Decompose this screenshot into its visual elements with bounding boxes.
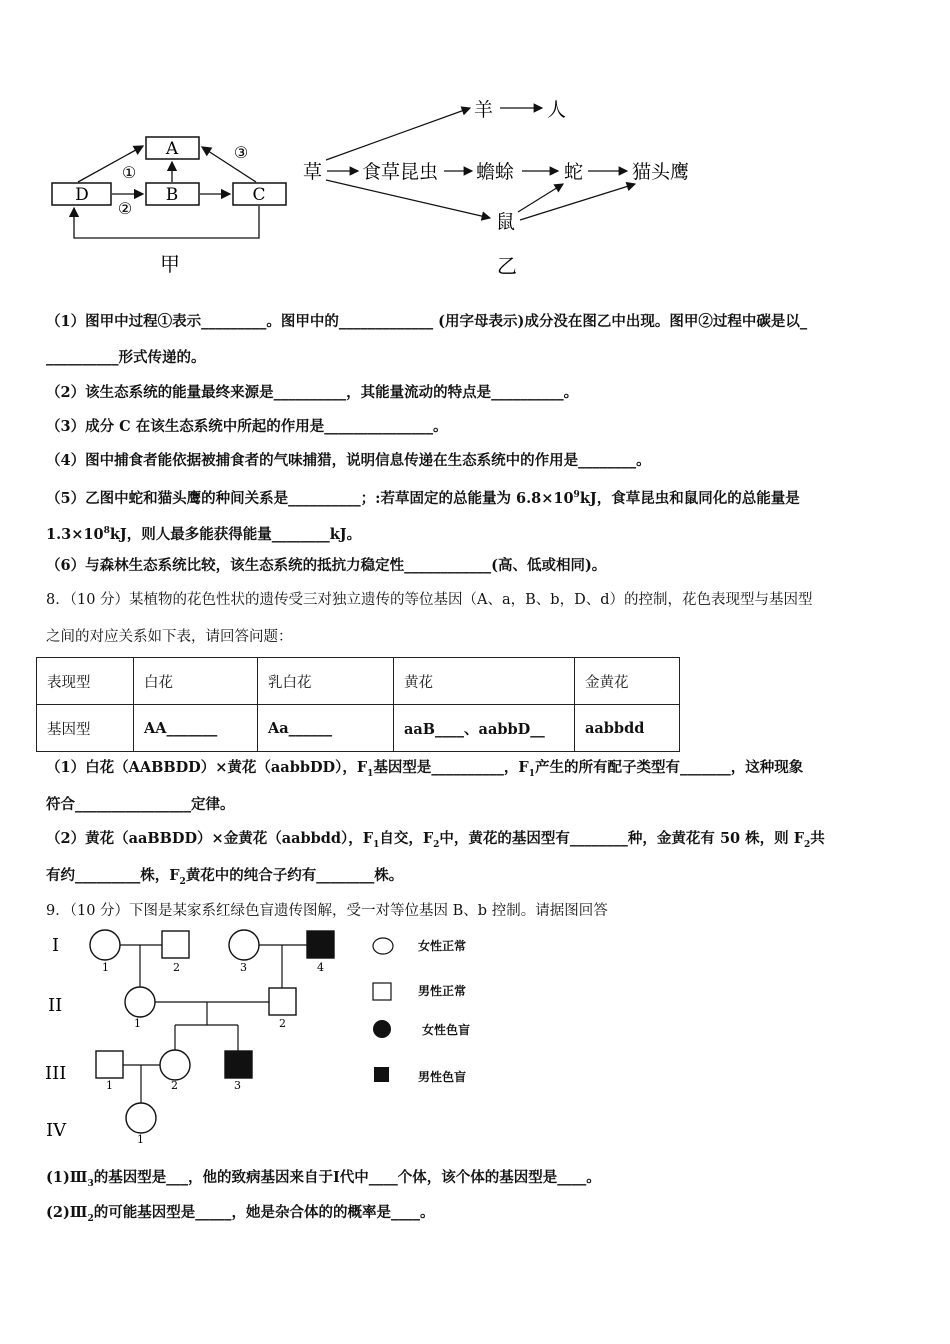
individual-i3-female-normal [229, 930, 259, 960]
q7-line-6-b: kJ，食草昆虫和鼠同化的总能量是 [579, 489, 800, 507]
caption-jia: 甲 [160, 252, 180, 276]
node-toad: 蟾蜍 [476, 161, 515, 183]
individual-i2-male-normal [162, 931, 189, 958]
q7-line-8: （6）与森林生态系统比较，该生态系统的抵抗力稳定性____________(高、低或相同)。 [46, 557, 607, 574]
q7-line-5: （4）图中捕食者能依据被捕食者的气味捕猎，说明信息传递在生态系统中的作用是________。 [46, 452, 651, 469]
q7-line-7-sup: 8 [103, 526, 110, 536]
individual-i1-female-normal [90, 930, 120, 960]
arrow-mouse-owl [520, 184, 635, 220]
q8-p2-sub3: 2 [804, 839, 811, 850]
q8-p1-c: 产生的所有配子类型有_______，这种现象 [535, 759, 804, 776]
gen-label-i: I [52, 935, 60, 956]
legend-female-colorblind: 女性色盲 [422, 1023, 471, 1037]
gen-label-ii: II [48, 995, 63, 1016]
individual-i4-male-colorblind [307, 931, 334, 958]
node-d-label: D [75, 185, 89, 205]
id-ii1: 1 [134, 1017, 141, 1030]
table-cell: aaB____、aabbD__ [394, 705, 575, 752]
q7-line-7 [46, 521, 906, 545]
q8-intro-2-text: 之间的对应关系如下表，请回答问题： [46, 629, 293, 645]
q8-p1-sub1: 1 [367, 768, 374, 779]
gen-label-iii: III [45, 1063, 67, 1084]
q8-p2-sub2: 2 [433, 839, 440, 850]
node-human: 人 [547, 99, 567, 121]
q9-p1-sub: 3 [87, 1178, 94, 1189]
node-insect: 食草昆虫 [362, 161, 439, 183]
table-cell: AA_______ [134, 705, 258, 752]
q8-intro-1 [46, 590, 906, 610]
table-cell: 黄花 [394, 658, 575, 705]
id-i4: 4 [317, 961, 324, 974]
q8-p2-a: （2）黄花（aaBBDD）×金黄花（aabbdd），F [46, 830, 374, 847]
q7-line-7-b: kJ，则人最多能获得能量________kJ。 [109, 525, 362, 543]
table-cell: aabbdd [575, 705, 680, 752]
q8-p1-sub2: 1 [528, 768, 535, 779]
marker-1: ① [121, 163, 137, 182]
marker-2: ② [117, 199, 133, 218]
table-row [37, 705, 680, 752]
node-snake: 蛇 [564, 161, 584, 183]
id-i2: 2 [173, 961, 180, 974]
legend-female-colorblind-icon [373, 1020, 391, 1038]
table-cell: 白花 [134, 658, 258, 705]
table-cell: 乳白花 [258, 658, 394, 705]
table-cell: 金黄花 [575, 658, 680, 705]
q8-intro-2 [46, 627, 906, 647]
q7-line-4: （3）成分 C 在该生态系统中所起的作用是_______________。 [46, 418, 448, 435]
q8-p2-sub4: 2 [179, 876, 186, 887]
individual-iv1-female-normal [126, 1103, 156, 1133]
q7-line-1: （1）图甲中过程①表示_________。图甲中的_____________ (用字母表示)成分没在图乙中出现。图甲②过程中碳是以_ [46, 313, 808, 330]
q9-p2-b: 的可能基因型是_____，她是杂合体的的概率是____。 [93, 1204, 435, 1221]
id-iii3: 3 [234, 1079, 241, 1092]
caption-yi: 乙 [497, 254, 517, 278]
diagram-yi [300, 0, 720, 290]
q8-p2-d: 共 [810, 830, 825, 847]
q9-intro [46, 901, 906, 921]
q9-part-2 [46, 1203, 906, 1229]
q8-p2-b: 自交，F [379, 830, 434, 847]
node-owl: 猫头鹰 [632, 161, 690, 183]
marker-3: ③ [233, 143, 249, 162]
table-cell: 基因型 [37, 705, 134, 752]
q9-intro-text: 9．（10 分）下图是某家系红绿色盲遗传图解，受一对等位基因 B、b 控制。请据图回答 [46, 903, 608, 919]
individual-iii3-male-colorblind [225, 1051, 252, 1078]
node-c-label: C [252, 185, 266, 205]
node-sheep: 羊 [474, 99, 494, 121]
individual-iii2-female-normal [160, 1050, 190, 1080]
individual-ii2-male-normal [269, 988, 296, 1015]
q8-p1-b: 基因型是__________，F [373, 759, 529, 776]
arrow-grass-sheep [326, 108, 470, 160]
q8-part-2-line-1 [46, 829, 906, 855]
legend-female-normal: 女性正常 [418, 939, 467, 953]
q8-part-2-line-2 [46, 866, 906, 892]
q8-p2-c: 中，黄花的基因型有________种，金黄花有 50 株，则 F [439, 830, 805, 847]
node-mouse: 鼠 [496, 211, 516, 233]
legend-male-normal-icon [373, 983, 391, 1000]
q9-p1-b: 的基因型是___，他的致病基因来自于Ⅰ代中____个体，该个体的基因型是____。 [93, 1169, 601, 1186]
q8-p2-f: 黄花中的纯合子约有________株。 [185, 867, 404, 884]
phenotype-genotype-table [36, 657, 680, 752]
q8-part-1-line-1 [46, 758, 906, 784]
id-i3: 3 [240, 961, 247, 974]
node-a-label: A [165, 139, 179, 159]
diagram-jia [0, 0, 300, 290]
individual-iii1-male-normal [96, 1051, 123, 1078]
legend-male-colorblind-icon [374, 1067, 389, 1082]
individual-ii1-female-normal [125, 987, 155, 1017]
id-ii2: 2 [279, 1017, 286, 1030]
table-row [37, 658, 680, 705]
node-grass: 草 [303, 161, 323, 183]
q8-part-1-line-2: 符合________________定律。 [46, 796, 235, 813]
q9-part-1 [46, 1168, 906, 1194]
table-cell: Aa______ [258, 705, 394, 752]
q7-line-7-a: 1.3×10 [46, 525, 104, 543]
table-cell: 表现型 [37, 658, 134, 705]
q7-line-6-sup: 9 [573, 490, 580, 500]
legend-male-colorblind: 男性色盲 [418, 1070, 467, 1084]
q8-p1-a: （1）白花（AABBDD）×黄花（aabbDD），F [46, 759, 368, 776]
q8-p2-sub1: 1 [373, 839, 380, 850]
legend-male-normal: 男性正常 [418, 984, 467, 998]
id-i1: 1 [102, 961, 109, 974]
q9-p2-a: (2)Ⅲ [46, 1204, 88, 1221]
q7-line-2: __________形式传递的。 [46, 349, 206, 366]
q7-line-3: （2）该生态系统的能量最终来源是__________，其能量流动的特点是__________。 [46, 384, 579, 401]
node-b-label: B [165, 185, 179, 205]
q8-p2-e: 有约_________株，F [46, 867, 180, 884]
q9-p1-a: (1)Ⅲ [46, 1169, 88, 1186]
arrow-c-to-d-loop [74, 206, 259, 238]
arrow-mouse-snake [518, 184, 563, 212]
id-iii2: 2 [171, 1079, 178, 1092]
q7-line-6 [46, 485, 906, 509]
arrow-grass-mouse [326, 180, 490, 218]
id-iv1: 1 [137, 1133, 144, 1146]
id-iii1: 1 [106, 1079, 113, 1092]
gen-label-iv: IV [46, 1120, 67, 1141]
q9-p2-sub: 2 [87, 1213, 94, 1224]
q7-line-6-a: （5）乙图中蛇和猫头鹰的种间关系是__________；:若草固定的总能量为 6.8×10 [46, 489, 574, 507]
q8-intro-1-text: 8．（10 分）某植物的花色性状的遗传受三对独立遗传的等位基因（A、a，B、b，D、d）的控制，花色表现型与基因型 [46, 592, 813, 608]
legend-female-normal-icon [373, 938, 393, 954]
